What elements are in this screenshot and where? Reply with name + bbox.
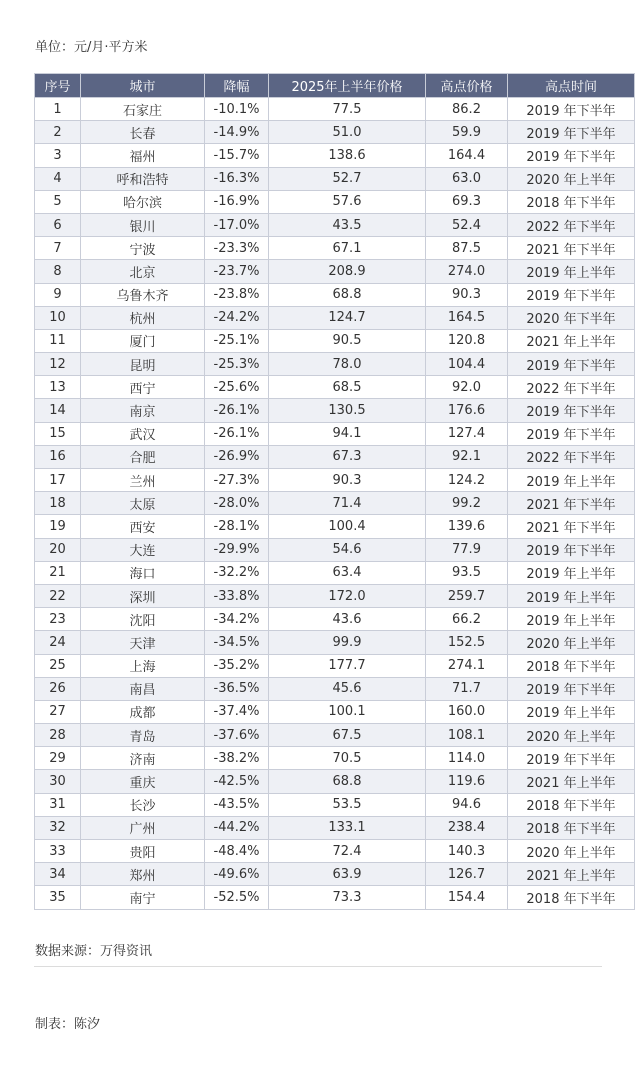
table-row	[35, 422, 635, 445]
cell-current-price: 177.7	[269, 654, 426, 677]
cell-decline: -16.3%	[205, 167, 269, 190]
cell-index: 10	[35, 306, 81, 329]
cell-city: 沈阳	[81, 608, 205, 631]
cell-index: 19	[35, 515, 81, 538]
cell-city: 西宁	[81, 376, 205, 399]
cell-decline: -25.3%	[205, 353, 269, 376]
table-row	[35, 816, 635, 839]
cell-peak-price: 114.0	[426, 747, 508, 770]
cell-current-price: 138.6	[269, 144, 426, 167]
cell-city: 呼和浩特	[81, 167, 205, 190]
cell-current-price: 67.1	[269, 237, 426, 260]
table-row	[35, 608, 635, 631]
cell-city: 福州	[81, 144, 205, 167]
table-row	[35, 376, 635, 399]
cell-city: 长春	[81, 121, 205, 144]
table-row	[35, 306, 635, 329]
cell-peak-price: 259.7	[426, 584, 508, 607]
table-row	[35, 399, 635, 422]
cell-city: 青岛	[81, 724, 205, 747]
cell-decline: -48.4%	[205, 840, 269, 863]
table-row	[35, 863, 635, 886]
cell-index: 28	[35, 724, 81, 747]
cell-city: 哈尔滨	[81, 190, 205, 213]
cell-current-price: 63.4	[269, 561, 426, 584]
cell-peak-price: 104.4	[426, 353, 508, 376]
cell-peak-time: 2020 年上半年	[508, 840, 635, 863]
table-row	[35, 793, 635, 816]
cell-peak-time: 2019 年上半年	[508, 561, 635, 584]
cell-current-price: 54.6	[269, 538, 426, 561]
cell-peak-time: 2021 年下半年	[508, 237, 635, 260]
cell-current-price: 67.5	[269, 724, 426, 747]
cell-index: 17	[35, 469, 81, 492]
cell-current-price: 72.4	[269, 840, 426, 863]
cell-peak-price: 164.4	[426, 144, 508, 167]
cell-index: 4	[35, 167, 81, 190]
cell-peak-price: 160.0	[426, 700, 508, 723]
cell-peak-time: 2018 年下半年	[508, 816, 635, 839]
cell-peak-price: 86.2	[426, 98, 508, 121]
cell-index: 24	[35, 631, 81, 654]
cell-decline: -24.2%	[205, 306, 269, 329]
cell-peak-price: 92.1	[426, 445, 508, 468]
cell-current-price: 71.4	[269, 492, 426, 515]
cell-peak-price: 126.7	[426, 863, 508, 886]
price-table	[34, 73, 635, 910]
cell-current-price: 90.3	[269, 469, 426, 492]
cell-index: 27	[35, 700, 81, 723]
cell-peak-price: 87.5	[426, 237, 508, 260]
cell-current-price: 78.0	[269, 353, 426, 376]
cell-peak-time: 2021 年上半年	[508, 329, 635, 352]
cell-current-price: 124.7	[269, 306, 426, 329]
header-peak-price: 高点价格	[426, 74, 508, 98]
cell-index: 31	[35, 793, 81, 816]
cell-index: 23	[35, 608, 81, 631]
cell-decline: -17.0%	[205, 213, 269, 236]
cell-current-price: 70.5	[269, 747, 426, 770]
cell-decline: -28.0%	[205, 492, 269, 515]
cell-decline: -33.8%	[205, 584, 269, 607]
table-row	[35, 747, 635, 770]
cell-current-price: 53.5	[269, 793, 426, 816]
cell-peak-time: 2020 年上半年	[508, 724, 635, 747]
cell-decline: -38.2%	[205, 747, 269, 770]
table-row	[35, 515, 635, 538]
cell-index: 18	[35, 492, 81, 515]
cell-city: 深圳	[81, 584, 205, 607]
cell-peak-time: 2019 年下半年	[508, 399, 635, 422]
table-row	[35, 190, 635, 213]
cell-peak-price: 90.3	[426, 283, 508, 306]
cell-city: 昆明	[81, 353, 205, 376]
table-row	[35, 538, 635, 561]
cell-decline: -15.7%	[205, 144, 269, 167]
cell-city: 长沙	[81, 793, 205, 816]
cell-current-price: 94.1	[269, 422, 426, 445]
cell-city: 西安	[81, 515, 205, 538]
cell-index: 25	[35, 654, 81, 677]
cell-peak-price: 66.2	[426, 608, 508, 631]
cell-city: 厦门	[81, 329, 205, 352]
cell-city: 银川	[81, 213, 205, 236]
cell-decline: -23.8%	[205, 283, 269, 306]
cell-city: 南宁	[81, 886, 205, 909]
cell-peak-time: 2021 年上半年	[508, 863, 635, 886]
table-row	[35, 167, 635, 190]
cell-decline: -25.6%	[205, 376, 269, 399]
cell-current-price: 51.0	[269, 121, 426, 144]
cell-peak-time: 2018 年下半年	[508, 793, 635, 816]
table-row	[35, 724, 635, 747]
cell-index: 20	[35, 538, 81, 561]
cell-decline: -27.3%	[205, 469, 269, 492]
cell-city: 乌鲁木齐	[81, 283, 205, 306]
cell-city: 合肥	[81, 445, 205, 468]
cell-peak-price: 77.9	[426, 538, 508, 561]
cell-peak-time: 2019 年上半年	[508, 260, 635, 283]
table-row	[35, 561, 635, 584]
cell-city: 宁波	[81, 237, 205, 260]
cell-peak-price: 59.9	[426, 121, 508, 144]
cell-peak-price: 52.4	[426, 213, 508, 236]
cell-city: 重庆	[81, 770, 205, 793]
cell-index: 1	[35, 98, 81, 121]
cell-peak-time: 2020 年下半年	[508, 306, 635, 329]
cell-decline: -34.2%	[205, 608, 269, 631]
cell-city: 南昌	[81, 677, 205, 700]
table-row	[35, 584, 635, 607]
cell-peak-price: 154.4	[426, 886, 508, 909]
table-row	[35, 237, 635, 260]
table-row	[35, 631, 635, 654]
cell-decline: -14.9%	[205, 121, 269, 144]
cell-index: 33	[35, 840, 81, 863]
cell-decline: -32.2%	[205, 561, 269, 584]
cell-index: 8	[35, 260, 81, 283]
cell-city: 太原	[81, 492, 205, 515]
cell-peak-price: 71.7	[426, 677, 508, 700]
cell-peak-time: 2020 年上半年	[508, 631, 635, 654]
cell-peak-time: 2019 年下半年	[508, 353, 635, 376]
cell-peak-time: 2019 年下半年	[508, 121, 635, 144]
cell-current-price: 52.7	[269, 167, 426, 190]
cell-peak-time: 2022 年下半年	[508, 213, 635, 236]
cell-peak-price: 164.5	[426, 306, 508, 329]
cell-peak-price: 120.8	[426, 329, 508, 352]
cell-current-price: 100.4	[269, 515, 426, 538]
header-decline: 降幅	[205, 74, 269, 98]
cell-decline: -37.4%	[205, 700, 269, 723]
cell-peak-price: 274.1	[426, 654, 508, 677]
cell-decline: -43.5%	[205, 793, 269, 816]
cell-current-price: 57.6	[269, 190, 426, 213]
cell-peak-price: 119.6	[426, 770, 508, 793]
cell-peak-time: 2020 年上半年	[508, 167, 635, 190]
cell-decline: -37.6%	[205, 724, 269, 747]
source-label: 数据来源：万得资讯	[35, 944, 153, 959]
table-row	[35, 213, 635, 236]
cell-city: 海口	[81, 561, 205, 584]
header-peak-time: 高点时间	[508, 74, 635, 98]
table-row	[35, 886, 635, 909]
table-row	[35, 677, 635, 700]
cell-peak-price: 152.5	[426, 631, 508, 654]
cell-decline: -42.5%	[205, 770, 269, 793]
cell-index: 12	[35, 353, 81, 376]
header-index: 序号	[35, 74, 81, 98]
cell-peak-time: 2022 年下半年	[508, 376, 635, 399]
cell-index: 26	[35, 677, 81, 700]
table-row	[35, 98, 635, 121]
cell-index: 30	[35, 770, 81, 793]
cell-current-price: 90.5	[269, 329, 426, 352]
cell-index: 11	[35, 329, 81, 352]
table-row	[35, 654, 635, 677]
cell-peak-price: 139.6	[426, 515, 508, 538]
divider	[34, 966, 602, 967]
cell-city: 济南	[81, 747, 205, 770]
table-row	[35, 283, 635, 306]
table-row	[35, 840, 635, 863]
cell-decline: -28.1%	[205, 515, 269, 538]
cell-index: 16	[35, 445, 81, 468]
cell-index: 35	[35, 886, 81, 909]
cell-peak-time: 2018 年下半年	[508, 190, 635, 213]
cell-peak-price: 92.0	[426, 376, 508, 399]
table-row	[35, 469, 635, 492]
cell-index: 34	[35, 863, 81, 886]
cell-decline: -49.6%	[205, 863, 269, 886]
cell-city: 天津	[81, 631, 205, 654]
table-row	[35, 121, 635, 144]
cell-index: 9	[35, 283, 81, 306]
cell-city: 贵阳	[81, 840, 205, 863]
cell-peak-price: 140.3	[426, 840, 508, 863]
cell-peak-time: 2021 年上半年	[508, 770, 635, 793]
cell-index: 2	[35, 121, 81, 144]
cell-index: 5	[35, 190, 81, 213]
cell-decline: -23.3%	[205, 237, 269, 260]
cell-city: 南京	[81, 399, 205, 422]
cell-index: 3	[35, 144, 81, 167]
cell-city: 郑州	[81, 863, 205, 886]
cell-city: 武汉	[81, 422, 205, 445]
table-header-row	[35, 74, 635, 98]
table-row	[35, 700, 635, 723]
cell-decline: -26.1%	[205, 422, 269, 445]
cell-decline: -10.1%	[205, 98, 269, 121]
cell-peak-price: 127.4	[426, 422, 508, 445]
cell-decline: -44.2%	[205, 816, 269, 839]
table-row	[35, 260, 635, 283]
cell-peak-price: 99.2	[426, 492, 508, 515]
cell-current-price: 68.8	[269, 283, 426, 306]
cell-peak-price: 63.0	[426, 167, 508, 190]
cell-current-price: 67.3	[269, 445, 426, 468]
cell-peak-price: 108.1	[426, 724, 508, 747]
cell-decline: -52.5%	[205, 886, 269, 909]
header-current-price: 2025年上半年价格	[269, 74, 426, 98]
cell-current-price: 100.1	[269, 700, 426, 723]
cell-index: 21	[35, 561, 81, 584]
cell-peak-price: 93.5	[426, 561, 508, 584]
table-row	[35, 445, 635, 468]
table-row	[35, 770, 635, 793]
cell-current-price: 172.0	[269, 584, 426, 607]
cell-peak-time: 2019 年上半年	[508, 469, 635, 492]
cell-city: 成都	[81, 700, 205, 723]
cell-current-price: 130.5	[269, 399, 426, 422]
cell-peak-time: 2018 年下半年	[508, 654, 635, 677]
table-row	[35, 329, 635, 352]
cell-peak-price: 124.2	[426, 469, 508, 492]
cell-index: 29	[35, 747, 81, 770]
cell-current-price: 99.9	[269, 631, 426, 654]
cell-current-price: 63.9	[269, 863, 426, 886]
cell-city: 石家庄	[81, 98, 205, 121]
table-body	[35, 98, 635, 910]
cell-peak-time: 2018 年下半年	[508, 886, 635, 909]
table-row	[35, 144, 635, 167]
cell-peak-time: 2019 年下半年	[508, 538, 635, 561]
maker-label: 制表：陈汐	[35, 1017, 101, 1032]
cell-decline: -26.9%	[205, 445, 269, 468]
cell-current-price: 45.6	[269, 677, 426, 700]
cell-peak-price: 176.6	[426, 399, 508, 422]
cell-peak-price: 238.4	[426, 816, 508, 839]
table-row	[35, 492, 635, 515]
cell-index: 32	[35, 816, 81, 839]
cell-current-price: 73.3	[269, 886, 426, 909]
cell-decline: -25.1%	[205, 329, 269, 352]
cell-peak-time: 2019 年上半年	[508, 584, 635, 607]
cell-decline: -29.9%	[205, 538, 269, 561]
cell-peak-time: 2021 年下半年	[508, 515, 635, 538]
cell-decline: -16.9%	[205, 190, 269, 213]
cell-peak-price: 94.6	[426, 793, 508, 816]
cell-peak-time: 2019 年下半年	[508, 144, 635, 167]
cell-current-price: 68.8	[269, 770, 426, 793]
cell-city: 广州	[81, 816, 205, 839]
cell-peak-price: 69.3	[426, 190, 508, 213]
cell-peak-time: 2019 年下半年	[508, 677, 635, 700]
cell-peak-time: 2021 年下半年	[508, 492, 635, 515]
header-city: 城市	[81, 74, 205, 98]
cell-index: 6	[35, 213, 81, 236]
cell-current-price: 133.1	[269, 816, 426, 839]
cell-current-price: 68.5	[269, 376, 426, 399]
cell-index: 22	[35, 584, 81, 607]
cell-index: 14	[35, 399, 81, 422]
cell-peak-time: 2019 年下半年	[508, 283, 635, 306]
cell-index: 13	[35, 376, 81, 399]
cell-decline: -26.1%	[205, 399, 269, 422]
cell-peak-time: 2019 年上半年	[508, 608, 635, 631]
cell-peak-time: 2019 年下半年	[508, 422, 635, 445]
cell-city: 北京	[81, 260, 205, 283]
cell-peak-time: 2019 年上半年	[508, 700, 635, 723]
cell-decline: -23.7%	[205, 260, 269, 283]
cell-current-price: 208.9	[269, 260, 426, 283]
cell-current-price: 43.6	[269, 608, 426, 631]
cell-current-price: 43.5	[269, 213, 426, 236]
cell-city: 兰州	[81, 469, 205, 492]
cell-peak-price: 274.0	[426, 260, 508, 283]
cell-peak-time: 2022 年下半年	[508, 445, 635, 468]
cell-decline: -36.5%	[205, 677, 269, 700]
table-row	[35, 353, 635, 376]
cell-city: 上海	[81, 654, 205, 677]
cell-current-price: 77.5	[269, 98, 426, 121]
cell-decline: -35.2%	[205, 654, 269, 677]
cell-index: 7	[35, 237, 81, 260]
unit-label: 单位：元/月·平方米	[35, 40, 148, 55]
cell-peak-time: 2019 年下半年	[508, 98, 635, 121]
cell-peak-time: 2019 年下半年	[508, 747, 635, 770]
cell-city: 大连	[81, 538, 205, 561]
cell-index: 15	[35, 422, 81, 445]
cell-city: 杭州	[81, 306, 205, 329]
cell-decline: -34.5%	[205, 631, 269, 654]
